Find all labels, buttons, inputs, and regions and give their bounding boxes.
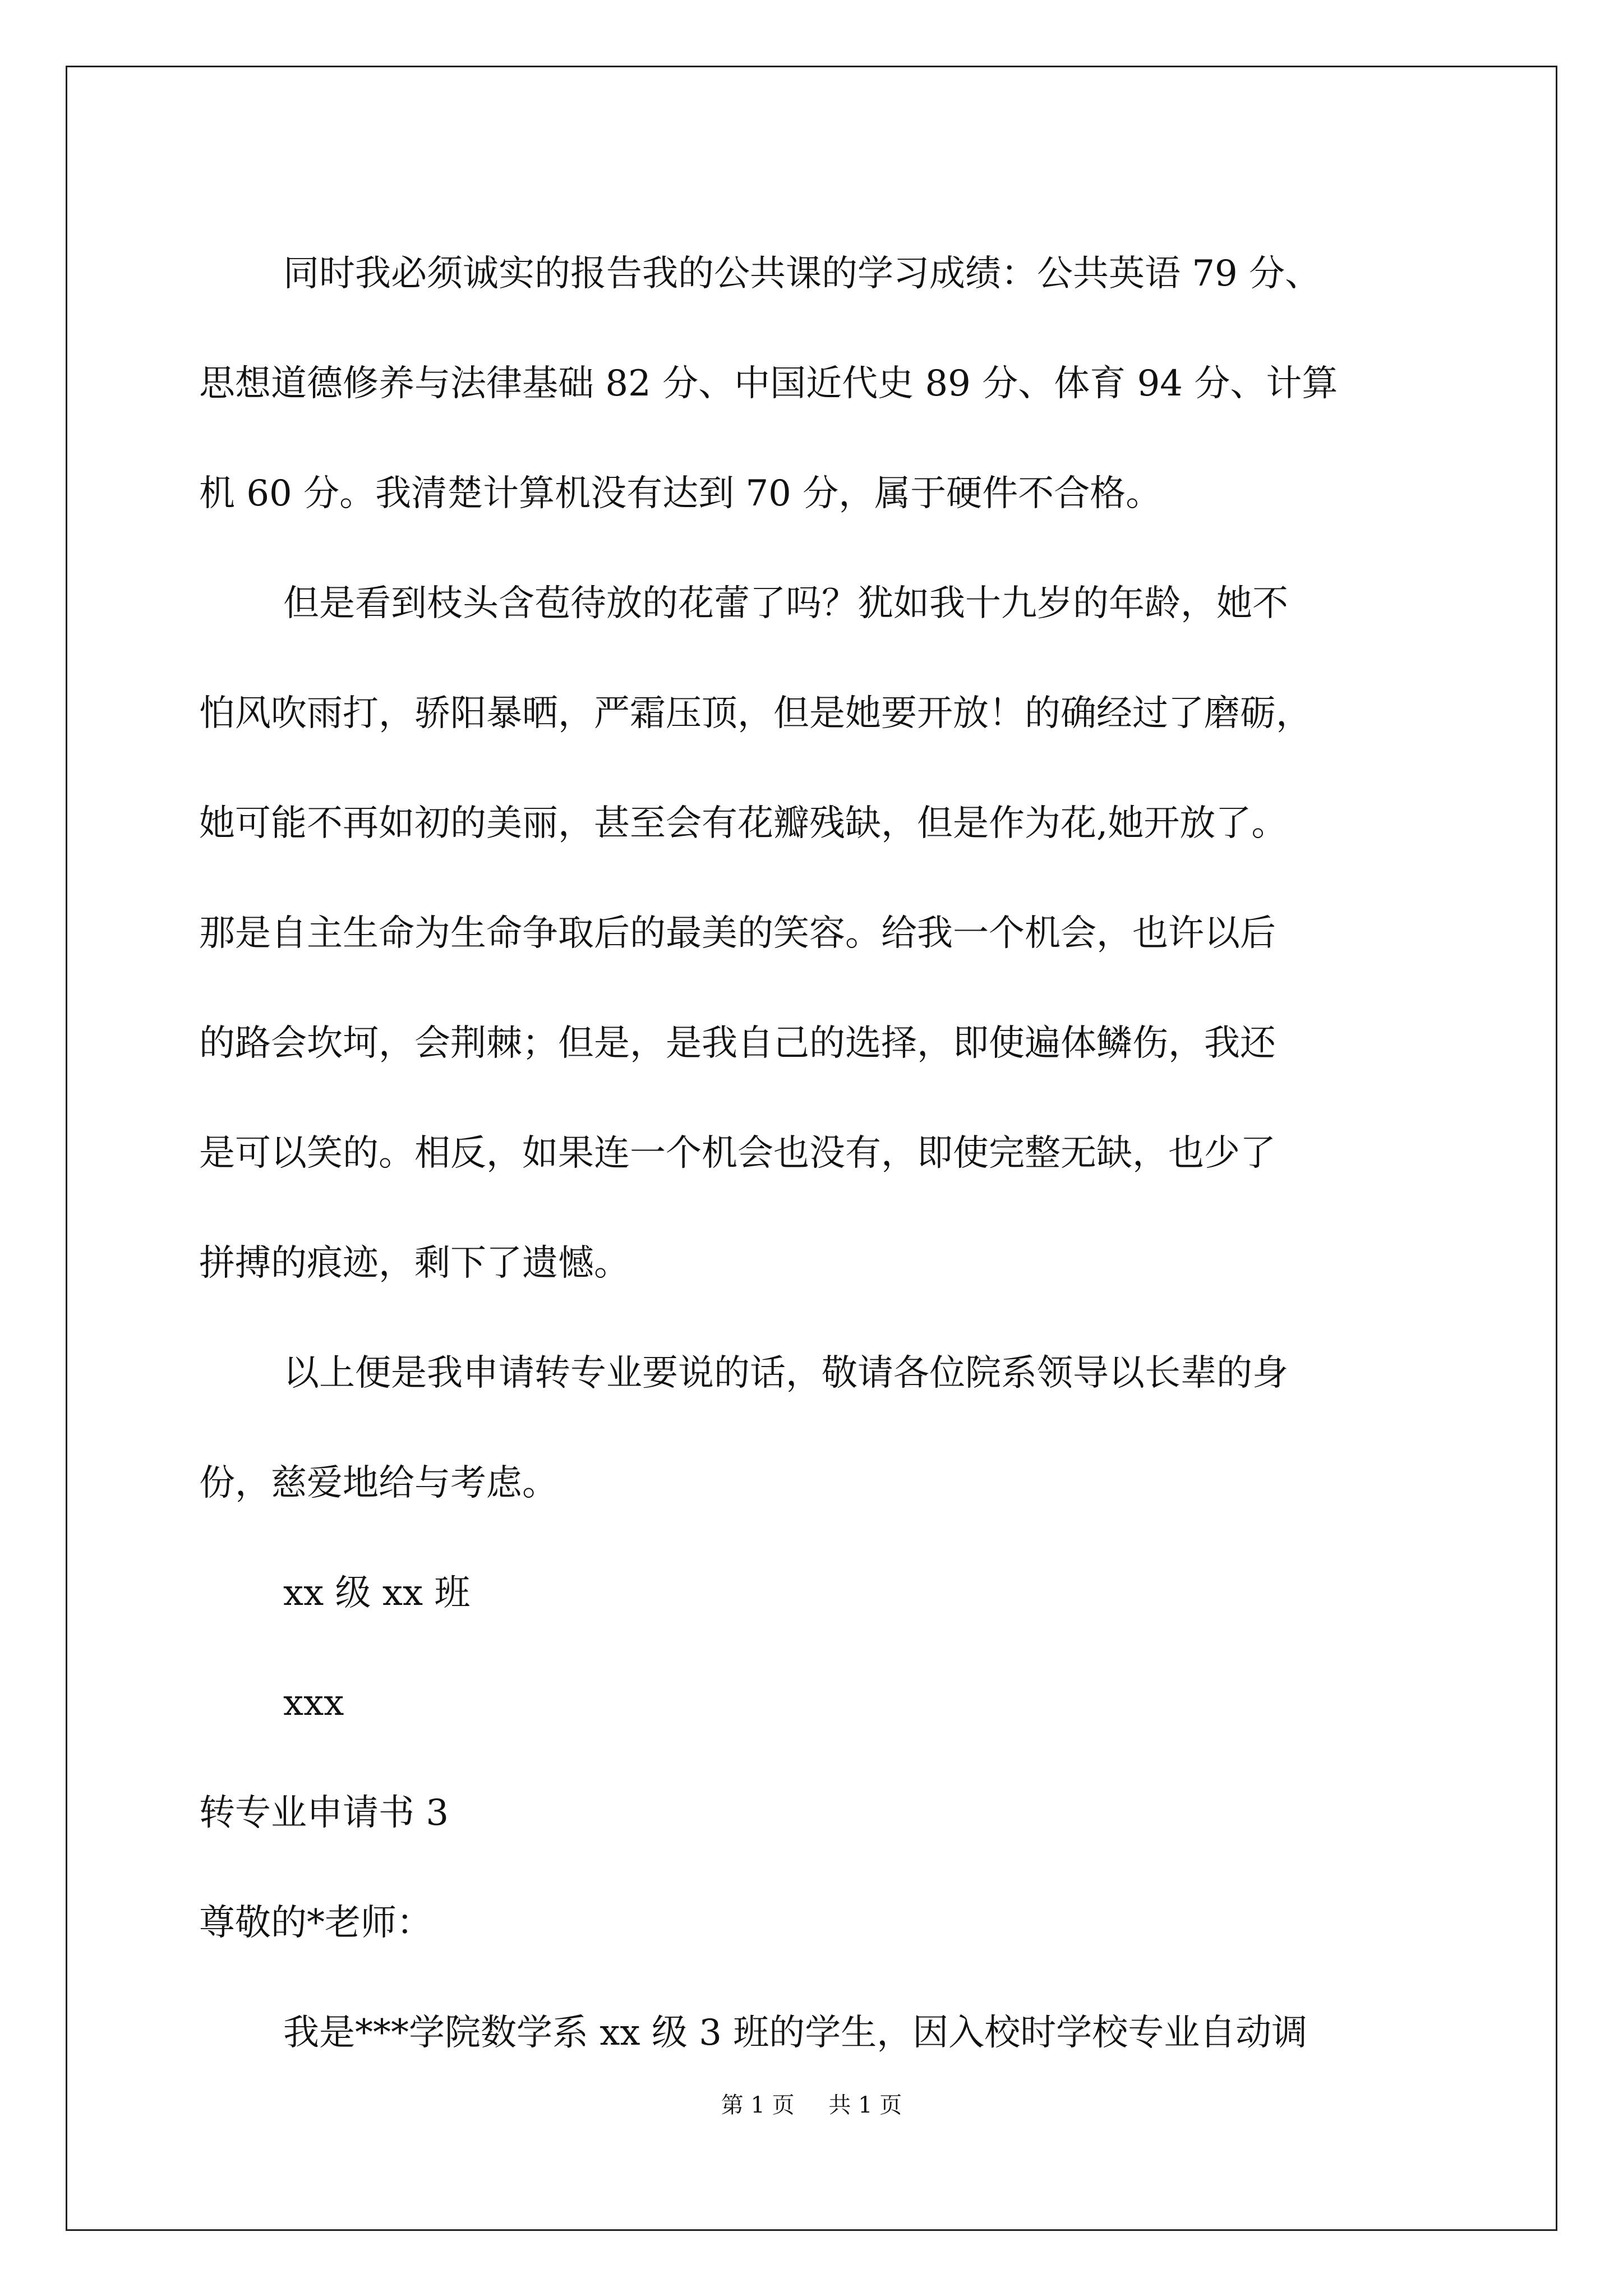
- page-number: 第 1 页: [721, 2092, 795, 2118]
- paragraph-line: 她可能不再如初的美丽，甚至会有花瓣残缺，但是作为花,她开放了。: [199, 803, 1288, 844]
- paragraph-line: 但是看到枝头含苞待放的花蕾了吗？犹如我十九岁的年龄，她不: [283, 583, 1288, 624]
- paragraph-line: 是可以笑的。相反，如果连一个机会也没有，即使完整无缺，也少了: [199, 1133, 1276, 1174]
- signature-name: xxx: [283, 1682, 344, 1724]
- section-title: 转专业申请书 3: [199, 1792, 449, 1834]
- paragraph-line: 思想道德修养与法律基础 82 分、中国近代史 89 分、体育 94 分、计算: [199, 363, 1338, 404]
- paragraph-line: 的路会坎坷，会荆棘；但是，是我自己的选择，即使遍体鳞伤，我还: [199, 1023, 1276, 1064]
- document-body: [199, 219, 1433, 2088]
- page-footer: [0, 2091, 1623, 2119]
- page-total: 共 1 页: [828, 2092, 902, 2118]
- paragraph-line: 机 60 分。我清楚计算机没有达到 70 分，属于硬件不合格。: [199, 473, 1162, 514]
- paragraph-line: 拼搏的痕迹，剩下了遗憾。: [199, 1243, 630, 1284]
- signature-class: xx 级 xx 班: [283, 1572, 471, 1614]
- paragraph-line: 我是***学院数学系 xx 级 3 班的学生，因入校时学校专业自动调: [283, 2012, 1308, 2054]
- paragraph-line: 份，慈爱地给与考虑。: [199, 1462, 558, 1504]
- paragraph-line: 怕风吹雨打，骄阳暴晒，严霜压顶，但是她要开放！的确经过了磨砺，: [199, 693, 1312, 734]
- paragraph-line: 以上便是我申请转专业要说的话，敬请各位院系领导以长辈的身: [283, 1352, 1288, 1394]
- paragraph-line: 那是自主生命为生命争取后的最美的笑容。给我一个机会，也许以后: [199, 913, 1276, 954]
- paragraph-line: 同时我必须诚实的报告我的公共课的学习成绩：公共英语 79 分、: [283, 253, 1321, 295]
- salutation: 尊敬的*老师：: [199, 1902, 432, 1944]
